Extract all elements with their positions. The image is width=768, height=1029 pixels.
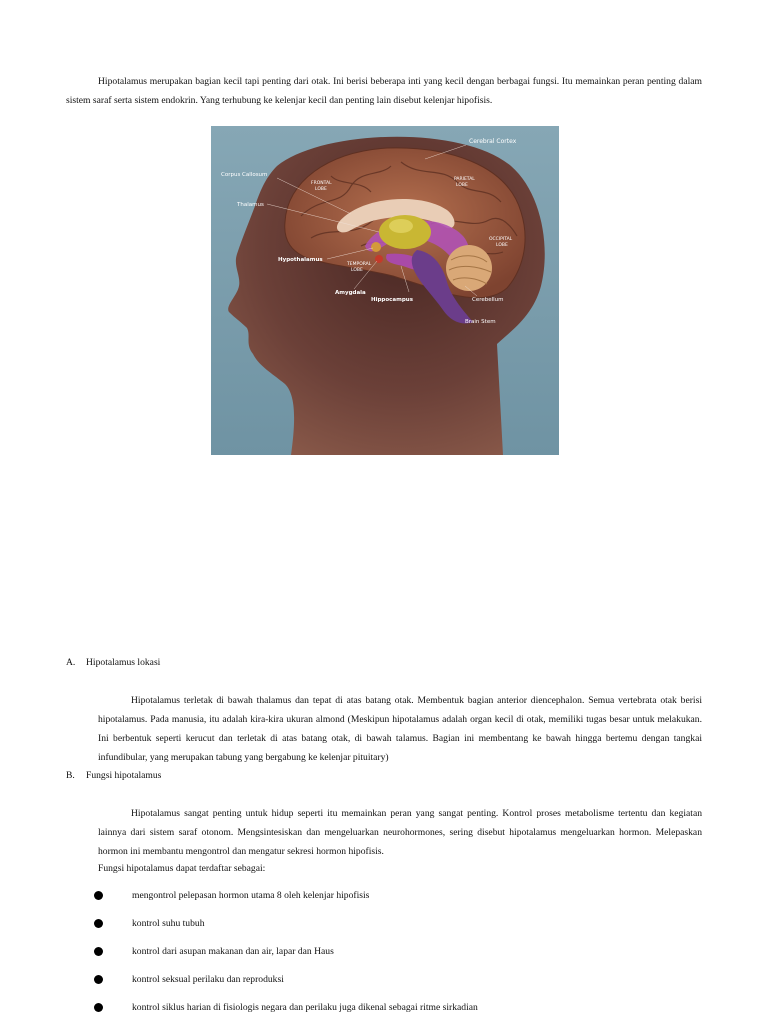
list-item-text: kontrol seksual perilaku dan reproduksi xyxy=(132,974,284,985)
bullet-icon xyxy=(94,1003,103,1012)
section-a-heading xyxy=(66,656,160,670)
label-frontal-lobe-1: FRONTAL xyxy=(311,181,332,186)
brain-anatomy-illustration xyxy=(211,126,559,455)
label-thalamus: Thalamus xyxy=(237,202,264,208)
label-parietal-lobe-1: PARIETAL xyxy=(454,177,475,182)
list-item-text: kontrol siklus harian di fisiologis negara dan perilaku juga dikenal sebagai ritme sirkadian xyxy=(132,1002,478,1013)
list-item-text: mengontrol pelepasan hormon utama 8 oleh kelenjar hipofisis xyxy=(132,890,370,901)
bullet-icon xyxy=(94,975,103,984)
label-temporal-lobe-2: LOBE xyxy=(351,268,363,273)
label-occipital-lobe-1: OCCIPITAL xyxy=(489,237,513,242)
label-frontal-lobe-2: LOBE xyxy=(315,187,327,192)
label-occipital-lobe-2: LOBE xyxy=(496,243,508,248)
function-list-intro: Fungsi hipotalamus dapat terdaftar sebagai: xyxy=(98,863,266,874)
label-cerebellum: Cerebellum xyxy=(472,297,504,303)
cerebellum-shape xyxy=(446,245,492,291)
label-cerebral-cortex: Cerebral Cortex xyxy=(469,138,517,145)
section-b-letter: B. xyxy=(66,770,75,781)
section-b-paragraph: Hipotalamus sangat penting untuk hidup seperti itu memainkan peran yang sangat penting. Kontrol proses metabolisme tertentu dan kegiatan lainnya dari sistem saraf otonom. Mengsintesiskan dan mengeluarkan neurohormones, sering disebut hipotalamus mengeluarkan hormon. Melepaskan hormon ini membantu mengontrol dan mengatur sekresi hormon hipofisis. xyxy=(98,807,702,857)
list-item-text: kontrol suhu tubuh xyxy=(132,918,205,929)
section-a-paragraph: Hipotalamus terletak di bawah thalamus dan tepat di atas batang otak. Membentuk bagian anterior diencephalon. Semua vertebrata otak berisi hipotalamus. Pada manusia, itu adalah kira-kira ukuran almond (Meskipun hipotalamus adalah organ kecil di otak, memiliki tugas besar untuk melakukan. Ini berbentuk seperti kerucut dan terletak di atas batang otak, di bawah talamus. Bagian ini membentang ke bawah hingga bertemu dengan tangkai infundibular, yang merupakan tabung yang bergabung ke kelenjar pituitary) xyxy=(98,694,702,763)
section-a-letter: A. xyxy=(66,657,76,668)
label-corpus-callosum: Corpus Callosum xyxy=(221,172,268,178)
section-b-heading xyxy=(66,769,161,783)
label-brain-stem: Brain Stem xyxy=(465,319,496,325)
label-hippocampus: Hippocampus xyxy=(371,297,413,303)
bullet-icon xyxy=(94,919,103,928)
section-b-title: Fungsi hipotalamus xyxy=(86,770,162,781)
list-item-text: kontrol dari asupan makanan dan air, lapar dan Haus xyxy=(132,946,334,957)
label-amygdala: Amygdala xyxy=(335,290,366,296)
bullet-icon xyxy=(94,891,103,900)
label-hypothalamus: Hypothalamus xyxy=(278,257,323,263)
section-a-title: Hipotalamus lokasi xyxy=(86,657,161,668)
hypothalamus-shape xyxy=(371,242,381,252)
bullet-icon xyxy=(94,947,103,956)
label-parietal-lobe-2: LOBE xyxy=(456,183,468,188)
label-temporal-lobe-1: TEMPORAL xyxy=(347,262,372,267)
intro-paragraph: Hipotalamus merupakan bagian kecil tapi penting dari otak. Ini berisi beberapa inti yang kecil dengan berbagai fungsi. Itu memainkan peran penting dalam sistem saraf serta sistem endokrin. Yang terhubung ke kelenjar kecil dan penting lain disebut kelenjar hipofisis. xyxy=(66,75,702,106)
